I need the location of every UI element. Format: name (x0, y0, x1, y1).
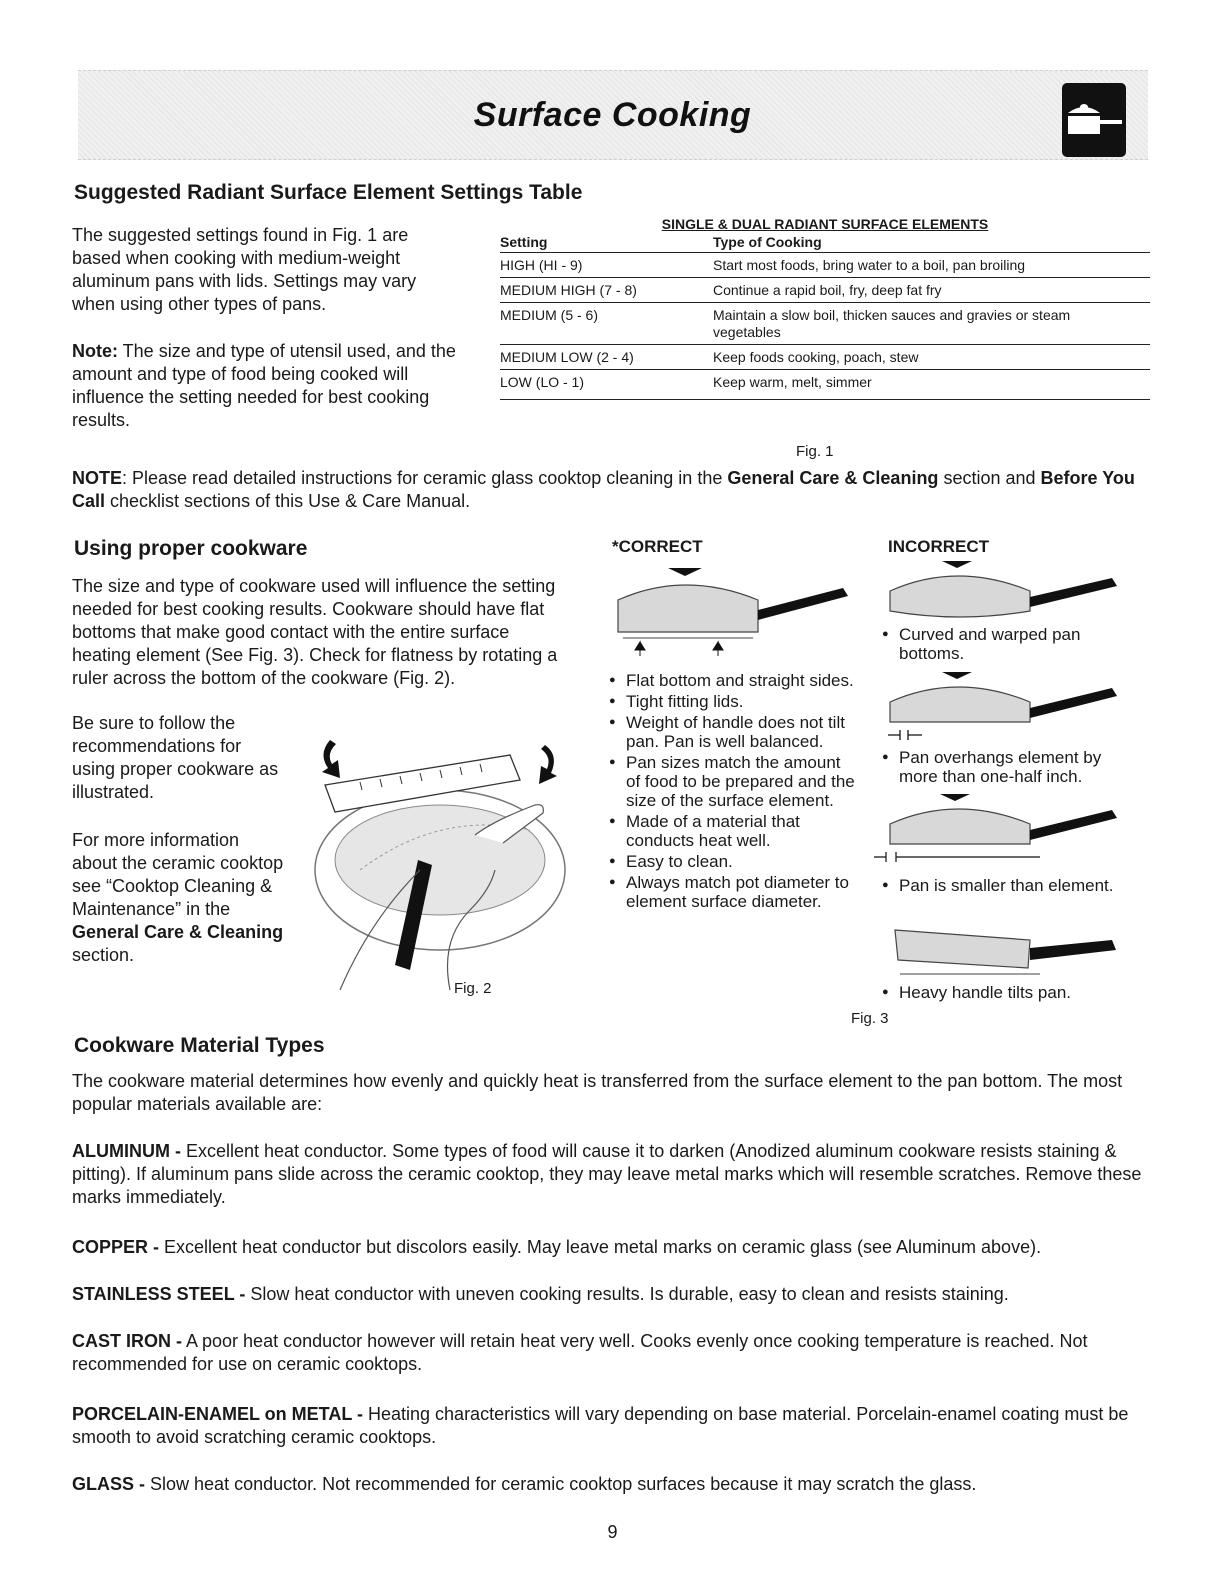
material-description: Slow heat conductor with uneven cooking results. Is durable, easy to clean and resists staining. (245, 1284, 1009, 1304)
list-item: ● Flat bottom and straight sides. (609, 671, 859, 690)
cell-type: Keep warm, melt, simmer (713, 374, 872, 390)
material-entry (72, 1140, 1147, 1209)
before-you-call-ref: Before You Call (72, 468, 1135, 511)
cookware-follow: Be sure to follow the recommendations for using proper cookware as illustrated. (72, 713, 279, 802)
material-entry (72, 1236, 1147, 1259)
list-item: ● Pan overhangs element by more than one-half inch. (882, 748, 1132, 786)
cell-setting: HIGH (HI - 9) (500, 257, 583, 273)
list-item: ● Pan sizes match the amount of food to be prepared and the size of the surface element. (609, 753, 859, 810)
material-name: CAST IRON - (72, 1331, 182, 1351)
cleaning-note-text: section and (938, 468, 1041, 488)
table-row (500, 345, 1150, 370)
cookware-more-info (72, 829, 287, 967)
table-row (500, 278, 1150, 303)
list-item: ● Tight fitting lids. (609, 692, 859, 711)
material-description: A poor heat conductor however will retain heat very well. Cooks evenly once cooking temperature is reached. Not recommended for use on ceramic cooktops. (72, 1331, 1088, 1374)
cell-setting: MEDIUM (5 - 6) (500, 307, 598, 323)
incorrect-heading: INCORRECT (888, 537, 990, 556)
material-description: Slow heat conductor. Not recommended for ceramic cooktop surfaces because it may scratch the glass. (145, 1474, 977, 1494)
cell-setting: LOW (LO - 1) (500, 374, 585, 390)
materials-intro: The cookware material determines how evenly and quickly heat is transferred from the surface element to the pan bottom. The most popular materials available are: (72, 1071, 1123, 1114)
warped-pan-illustration (880, 553, 1130, 623)
cookware-intro: The size and type of cookware used will influence the setting needed for best cooking results. Cookware should have flat bottoms that make good contact with the entire surface heating element (See Fig. 3). Check for flatness by rotating a ruler across the bottom of the cookware (Fig. 2). (72, 576, 558, 688)
header-setting: Setting (500, 234, 548, 250)
incorrect-list-3 (882, 876, 1132, 897)
more-info-text: section. (72, 945, 135, 965)
material-name: STAINLESS STEEL - (72, 1284, 246, 1304)
material-entry (72, 1473, 1147, 1496)
cell-type: Continue a rapid boil, fry, deep fat fry (713, 282, 942, 298)
cell-setting: MEDIUM LOW (2 - 4) (500, 349, 634, 365)
list-item: ● Heavy handle tilts pan. (882, 983, 1132, 1002)
material-name: GLASS - (72, 1474, 146, 1494)
materials-heading: Cookware Material Types (74, 1034, 325, 1057)
saucepan-icon (1062, 83, 1126, 157)
ruler-check-illustration (300, 720, 590, 1000)
incorrect-list-4 (882, 983, 1132, 1004)
general-care-ref: General Care & Cleaning (72, 922, 284, 942)
more-info-text: For more information about the ceramic cooktop see “Cooktop Cleaning & Maintenance” in the (72, 830, 284, 919)
table-caption: SINGLE & DUAL RADIANT SURFACE ELEMENTS (661, 216, 989, 232)
tilted-pan-illustration (880, 920, 1130, 980)
incorrect-list-2 (882, 748, 1132, 788)
correct-pan-illustration (608, 558, 868, 663)
table-row (500, 253, 1150, 278)
cookware-heading: Using proper cookware (74, 537, 308, 560)
material-name: PORCELAIN-ENAMEL on METAL - (72, 1404, 363, 1424)
list-item: ● Easy to clean. (609, 852, 859, 871)
header-type: Type of Cooking (713, 234, 822, 250)
note-label: Note: (72, 341, 118, 361)
table-row (500, 370, 1150, 400)
table-header-row (500, 232, 1150, 253)
material-entry (72, 1403, 1147, 1449)
material-description: Excellent heat conductor. Some types of food will cause it to darken (Anodized aluminum cookware resists staining & pitting). If aluminum pans slide across the ceramic cooktop, they may leave metal marks which will resemble scratches. Remove these marks immediately. (72, 1141, 1142, 1207)
cleaning-note (72, 467, 1152, 513)
cell-setting: MEDIUM HIGH (7 - 8) (500, 282, 637, 298)
material-name: COPPER - (72, 1237, 160, 1257)
list-item: ● Curved and warped pan bottoms. (882, 625, 1132, 663)
list-item: ● Always match pot diameter to element surface diameter. (609, 873, 859, 911)
list-item: ● Pan is smaller than element. (882, 876, 1132, 895)
list-item: ● Made of a material that conducts heat well. (609, 812, 859, 850)
material-entry (72, 1330, 1147, 1376)
note-text: The size and type of utensil used, and the amount and type of food being cooked will influence the setting needed for best cooking results. (72, 341, 456, 430)
general-care-ref: General Care & Cleaning (727, 468, 939, 488)
fig3-label: Fig. 3 (851, 1010, 889, 1027)
correct-list (609, 671, 859, 913)
material-name: ALUMINUM - (72, 1141, 181, 1161)
fig2-label: Fig. 2 (454, 980, 492, 997)
cell-type: Maintain a slow boil, thicken sauces and gravies or steam vegetables (713, 307, 1071, 340)
cleaning-note-label: NOTE (72, 468, 123, 488)
incorrect-list-1 (882, 625, 1132, 665)
material-description: Excellent heat conductor but discolors easily. May leave metal marks on ceramic glass (see Aluminum above). (159, 1237, 1042, 1257)
material-entry (72, 1283, 1147, 1306)
cleaning-note-text: checklist sections of this Use & Care Manual. (105, 491, 471, 511)
small-pan-illustration (870, 790, 1130, 870)
settings-note (72, 340, 472, 432)
cell-type: Start most foods, bring water to a boil, pan broiling (713, 257, 1026, 273)
page-title: Surface Cooking (473, 96, 752, 134)
settings-intro: The suggested settings found in Fig. 1 are based when cooking with medium-weight aluminum pans with lids. Settings may vary when using other types of pans. (72, 225, 417, 314)
list-item: ● Weight of handle does not tilt pan. Pan is well balanced. (609, 713, 859, 751)
overhang-pan-illustration (880, 668, 1130, 748)
settings-heading: Suggested Radiant Surface Element Settings Table (74, 181, 583, 204)
page-number: 9 (607, 1522, 618, 1542)
table-row (500, 303, 1150, 345)
material-description: Heating characteristics will vary depending on base material. Porcelain-enamel coating must be smooth to avoid scratching ceramic cooktops. (72, 1404, 1129, 1447)
cleaning-note-text: : Please read detailed instructions for ceramic glass cooktop cleaning in the (122, 468, 728, 488)
cell-type: Keep foods cooking, poach, stew (713, 349, 919, 365)
correct-heading: *CORRECT (612, 537, 703, 556)
settings-table (500, 216, 1150, 400)
fig1-label: Fig. 1 (796, 443, 834, 460)
